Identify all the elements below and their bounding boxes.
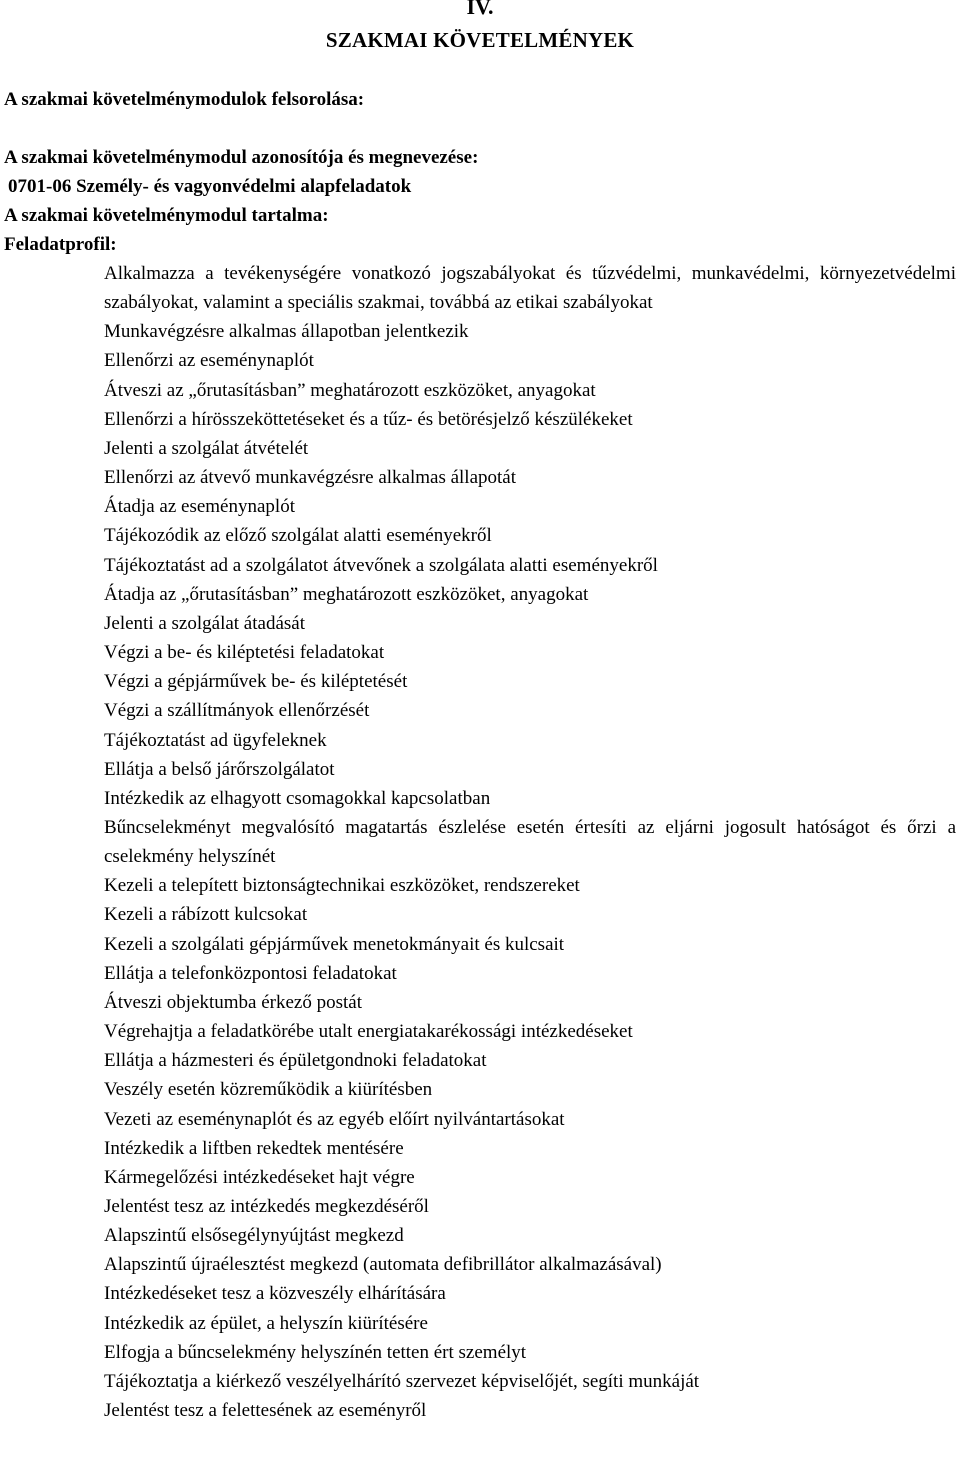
task-item: Ellenőrzi az eseménynaplót [104, 350, 314, 372]
chapter-title: SZAKMAI KÖVETELMÉNYEK [325, 28, 635, 52]
task-item: Ellenőrzi a hírösszeköttetéseket és a tűz- és betörésjelző készülékeket [104, 408, 633, 430]
task-profile-list [104, 259, 956, 1425]
module-id-label: A szakmai követelménymodul azonosítója és megnevezése: [4, 147, 479, 168]
task-item: Ellátja a házmesteri és épületgondnoki feladatokat [104, 1050, 487, 1072]
task-item: Intézkedik az épület, a helyszín kiürítésére [104, 1312, 428, 1334]
task-item: Munkavégzésre alkalmas állapotban jelentkezik [104, 321, 469, 343]
task-item: Átveszi az „őrutasításban” meghatározott eszközöket, anyagokat [104, 379, 596, 401]
task-item: Ellátja a telefonközpontosi feladatokat [104, 962, 397, 984]
task-item: Tájékoztatást ad a szolgálatot átvevőnek a szolgálata alatti eseményekről [104, 554, 658, 576]
task-item: Alkalmazza a tevékenységére vonatkozó jogszabályokat és tűzvédelmi, munkavédelmi, környezetvédelmi szabályokat, valamint a speciális szakmai, továbbá az etikai szabályokat [104, 263, 956, 314]
task-item: Végzi a be- és kiléptetési feladatokat [104, 642, 385, 664]
task-item: Átveszi objektumba érkező postát [104, 991, 363, 1013]
task-item: Alapszintű elsősegélynyújtást megkezd [104, 1225, 404, 1247]
task-item: Tájékoztatást ad ügyfeleknek [104, 729, 327, 751]
task-item: Kármegelőzési intézkedéseket hajt végre [104, 1166, 415, 1188]
task-item: Intézkedik a liftben rekedtek mentésére [104, 1137, 404, 1159]
task-item: Intézkedéseket tesz a közveszély elhárítására [104, 1283, 446, 1305]
task-item: Kezeli a szolgálati gépjárművek menetokmányait és kulcsait [104, 933, 565, 955]
task-item: Alapszintű újraélesztést megkezd (automata defibrillátor alkalmazásával) [104, 1254, 662, 1276]
task-item: Jelentést tesz a felettesének az eseményről [104, 1400, 427, 1422]
task-item: Végzi a szállítmányok ellenőrzését [104, 700, 370, 722]
task-item: Jelenti a szolgálat átadását [104, 612, 305, 634]
task-item: Ellátja a belső járőrszolgálatot [104, 758, 335, 780]
task-item: Ellenőrzi az átvevő munkavégzésre alkalmas állapotát [104, 467, 517, 489]
task-item: Kezeli a telepített biztonságtechnikai eszközöket, rendszereket [104, 875, 580, 897]
chapter-number: IV. [466, 0, 494, 19]
task-item: Intézkedik az elhagyott csomagokkal kapcsolatban [104, 787, 491, 809]
task-item: Tájékoztatja a kiérkező veszélyelhárító szervezet képviselőjét, segíti munkáját [104, 1370, 700, 1392]
task-item: Átadja az eseménynaplót [104, 496, 295, 518]
task-item: Tájékozódik az előző szolgálat alatti eseményekről [104, 525, 492, 547]
task-item: Kezeli a rábízott kulcsokat [104, 904, 308, 926]
task-item: Átadja az „őrutasításban” meghatározott eszközöket, anyagokat [104, 583, 589, 605]
module-content-label: A szakmai követelménymodul tartalma: [4, 205, 329, 226]
task-item: Jelentést tesz az intézkedés megkezdéséről [104, 1196, 429, 1217]
module-id-name: 0701-06 Személy- és vagyonvédelmi alapfeladatok [8, 176, 412, 197]
task-item: Veszély esetén közreműködik a kiürítésben [104, 1079, 433, 1101]
task-item: Bűncselekményt megvalósító magatartás észlelése esetén értesíti az eljárni jogosult hatóságot és őrzi a cselekmény helyszínét [104, 816, 956, 868]
task-profile-label: Feladatprofil: [4, 234, 117, 255]
task-item: Elfogja a bűncselekmény helyszínén tetten ért személyt [104, 1341, 527, 1363]
task-item: Végzi a gépjárművek be- és kiléptetését [104, 671, 408, 693]
task-item: Végrehajtja a feladatkörébe utalt energiatakarékossági intézkedéseket [104, 1021, 633, 1043]
task-item: Vezeti az eseménynaplót és az egyéb előírt nyilvántartásokat [104, 1108, 565, 1130]
modules-heading: A szakmai követelménymodulok felsorolása: [4, 89, 365, 110]
task-item: Jelenti a szolgálat átvételét [104, 437, 309, 459]
